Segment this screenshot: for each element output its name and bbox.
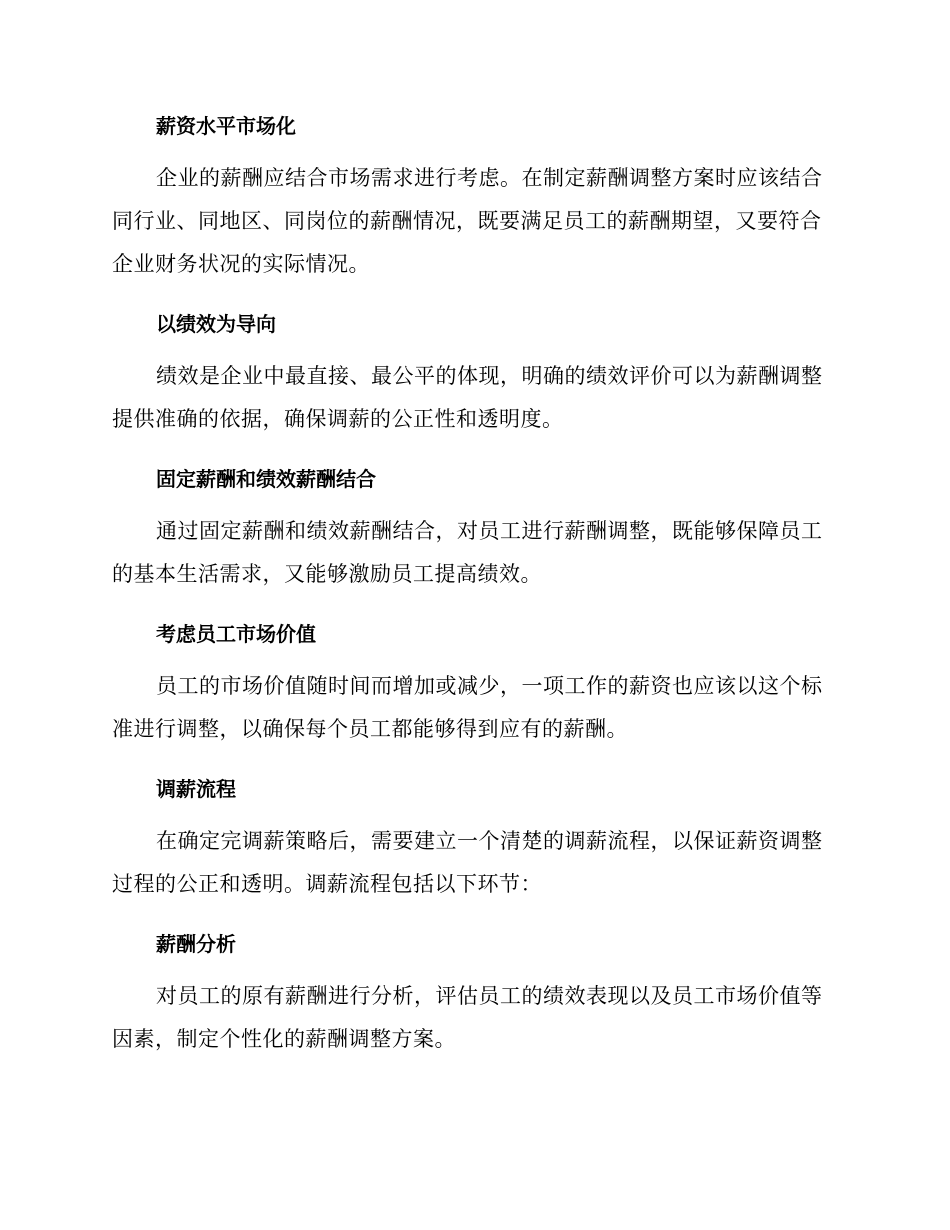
paragraph-line: 通过固定薪酬和绩效薪酬结合，对员工进行薪酬调整，既能够保障员工 bbox=[156, 519, 823, 543]
section-performance-oriented bbox=[112, 304, 836, 441]
section-heading: 调薪流程 bbox=[156, 777, 236, 801]
section-heading: 考虑员工市场价值 bbox=[156, 622, 316, 646]
section-market-salary bbox=[112, 106, 836, 286]
section-paragraph bbox=[112, 665, 836, 751]
section-heading: 以绩效为导向 bbox=[156, 312, 276, 336]
paragraph-line: 企业的薪酬应结合市场需求进行考虑。在制定薪酬调整方案时应该结合 bbox=[156, 166, 823, 190]
section-paragraph bbox=[112, 975, 836, 1061]
paragraph-line: 企业财务状况的实际情况。 bbox=[112, 252, 370, 276]
section-paragraph bbox=[112, 355, 836, 441]
section-heading: 固定薪酬和绩效薪酬结合 bbox=[156, 467, 376, 491]
paragraph-line: 同行业、同地区、同岗位的薪酬情况，既要满足员工的薪酬期望，又要符合 bbox=[112, 209, 822, 233]
paragraph-line: 员工的市场价值随时间而增加或减少，一项工作的薪资也应该以这个标 bbox=[156, 674, 823, 698]
paragraph-line: 准进行调整，以确保每个员工都能够得到应有的薪酬。 bbox=[112, 717, 628, 741]
paragraph-line: 提供准确的依据，确保调薪的公正性和透明度。 bbox=[112, 407, 564, 431]
paragraph-line: 在确定完调薪策略后，需要建立一个清楚的调薪流程，以保证薪资调整 bbox=[156, 829, 823, 853]
document-page bbox=[112, 106, 836, 1079]
section-salary-analysis bbox=[112, 924, 836, 1061]
paragraph-line: 绩效是企业中最直接、最公平的体现，明确的绩效评价可以为薪酬调整 bbox=[156, 364, 823, 388]
paragraph-line: 的基本生活需求，又能够激励员工提高绩效。 bbox=[112, 562, 542, 586]
section-paragraph bbox=[112, 157, 836, 286]
section-heading: 薪资水平市场化 bbox=[156, 114, 296, 138]
section-fixed-and-performance-pay bbox=[112, 459, 836, 596]
section-salary-process bbox=[112, 769, 836, 906]
section-paragraph bbox=[112, 820, 836, 906]
paragraph-line: 对员工的原有薪酬进行分析，评估员工的绩效表现以及员工市场价值等 bbox=[156, 984, 823, 1008]
paragraph-line: 因素，制定个性化的薪酬调整方案。 bbox=[112, 1027, 456, 1051]
section-employee-market-value bbox=[112, 614, 836, 751]
section-paragraph bbox=[112, 510, 836, 596]
section-heading: 薪酬分析 bbox=[156, 932, 236, 956]
paragraph-line: 过程的公正和透明。调薪流程包括以下环节： bbox=[112, 872, 542, 896]
